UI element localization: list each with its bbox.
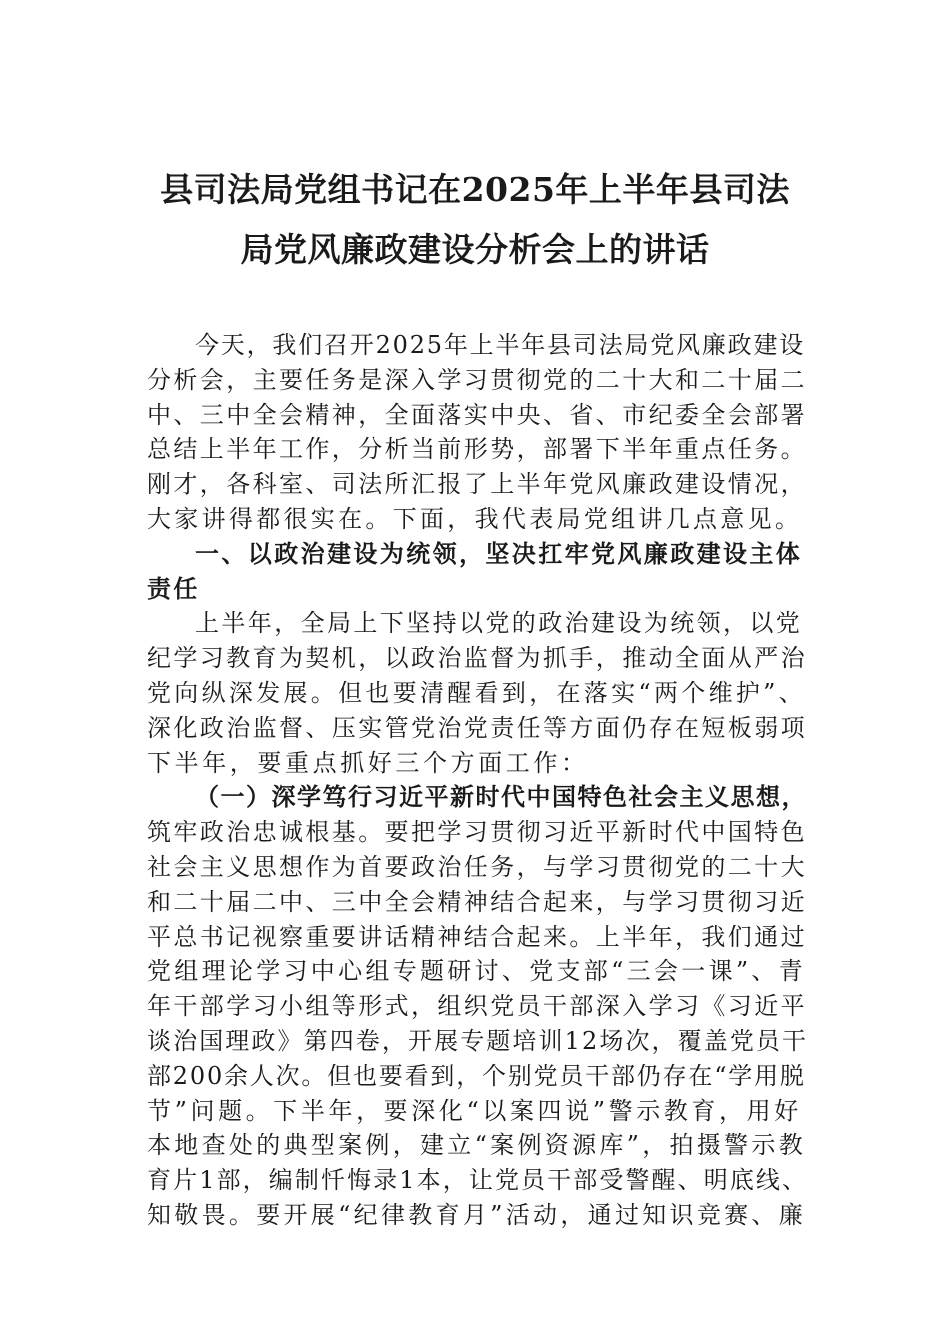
paragraph-line: 今天，我们召开2025年上半年县司法局党风廉政建设 xyxy=(195,331,806,359)
section-heading-1 xyxy=(147,537,807,607)
document-body xyxy=(147,328,807,1233)
paragraph-line: 育片1部，编制忏悔录1本，让党员干部受警醒、明底线、 xyxy=(147,1166,809,1195)
paragraph-line: 党向纵深发展。但也要清醒看到，在落实“两个维护”、 xyxy=(147,678,807,707)
paragraph-line: 筑牢政治忠诚根基。要把学习贯彻习近平新时代中国特色 xyxy=(147,818,807,847)
paragraph-line: 和二十届二中、三中全会精神结合起来，与学习贯彻习近 xyxy=(147,887,807,916)
paragraph-line: 平总书记视察重要讲话精神结合起来。上半年，我们通过 xyxy=(147,922,807,951)
paragraph-line: 部200余人次。但也要看到，个别党员干部仍存在“学用脱 xyxy=(147,1061,806,1090)
document-title xyxy=(120,160,830,280)
paragraph-line: 上半年，全局上下坚持以党的政治建设为统领，以党 xyxy=(195,609,803,638)
title-line-2: 局党风廉政建设分析会上的讲话 xyxy=(240,230,710,269)
paragraph-subsection-1 xyxy=(147,780,807,1232)
heading-line: 责任 xyxy=(147,574,200,603)
paragraph-line: 下半年，要重点抓好三个方面工作： xyxy=(147,748,589,777)
paragraph-line: 年干部学习小组等形式，组织党员干部深入学习《习近平 xyxy=(147,992,807,1021)
paragraph-line: 大家讲得都很实在。下面，我代表局党组讲几点意见。 xyxy=(147,504,803,533)
paragraph-line: 刚才，各科室、司法所汇报了上半年党风廉政建设情况， xyxy=(147,470,807,499)
paragraph-line: 节”问题。下半年，要深化“以案四说”警示教育，用好 xyxy=(147,1096,802,1125)
paragraph-line: 谈治国理政》第四卷，开展专题培训12场次，覆盖党员干 xyxy=(147,1026,809,1055)
subheading-line: （一）深学笃行习近平新时代中国特色社会主义思想， xyxy=(195,782,807,812)
paragraph-line: 党组理论学习中心组专题研讨、党支部“三会一课”、青 xyxy=(147,957,807,986)
paragraph-opening xyxy=(147,328,807,537)
paragraph-line: 分析会，主要任务是深入学习贯彻党的二十大和二十届二 xyxy=(147,365,807,394)
paragraph-line: 深化政治监督、压实管党治党责任等方面仍存在短板弱项 xyxy=(147,713,807,742)
paragraph-line: 总结上半年工作，分析当前形势，部署下半年重点任务。 xyxy=(147,435,807,464)
paragraph-first-half-summary xyxy=(147,606,807,780)
title-line-1: 县司法局党组书记在2025年上半年县司法 xyxy=(160,170,790,209)
paragraph-line: 本地查处的典型案例，建立“案例资源库”，拍摄警示教 xyxy=(147,1131,807,1160)
paragraph-line: 中、三中全会精神，全面落实中央、省、市纪委全会部署 xyxy=(147,400,807,429)
paragraph-line: 社会主义思想作为首要政治任务，与学习贯彻党的二十大 xyxy=(147,852,807,881)
paragraph-line: 纪学习教育为契机，以政治监督为抓手，推动全面从严治 xyxy=(147,644,807,673)
paragraph-line: 知敬畏。要开展“纪律教育月”活动，通过知识竞赛、廉 xyxy=(147,1200,807,1229)
heading-line: 一、以政治建设为统领，坚决扛牢党风廉政建设主体 xyxy=(195,539,803,568)
